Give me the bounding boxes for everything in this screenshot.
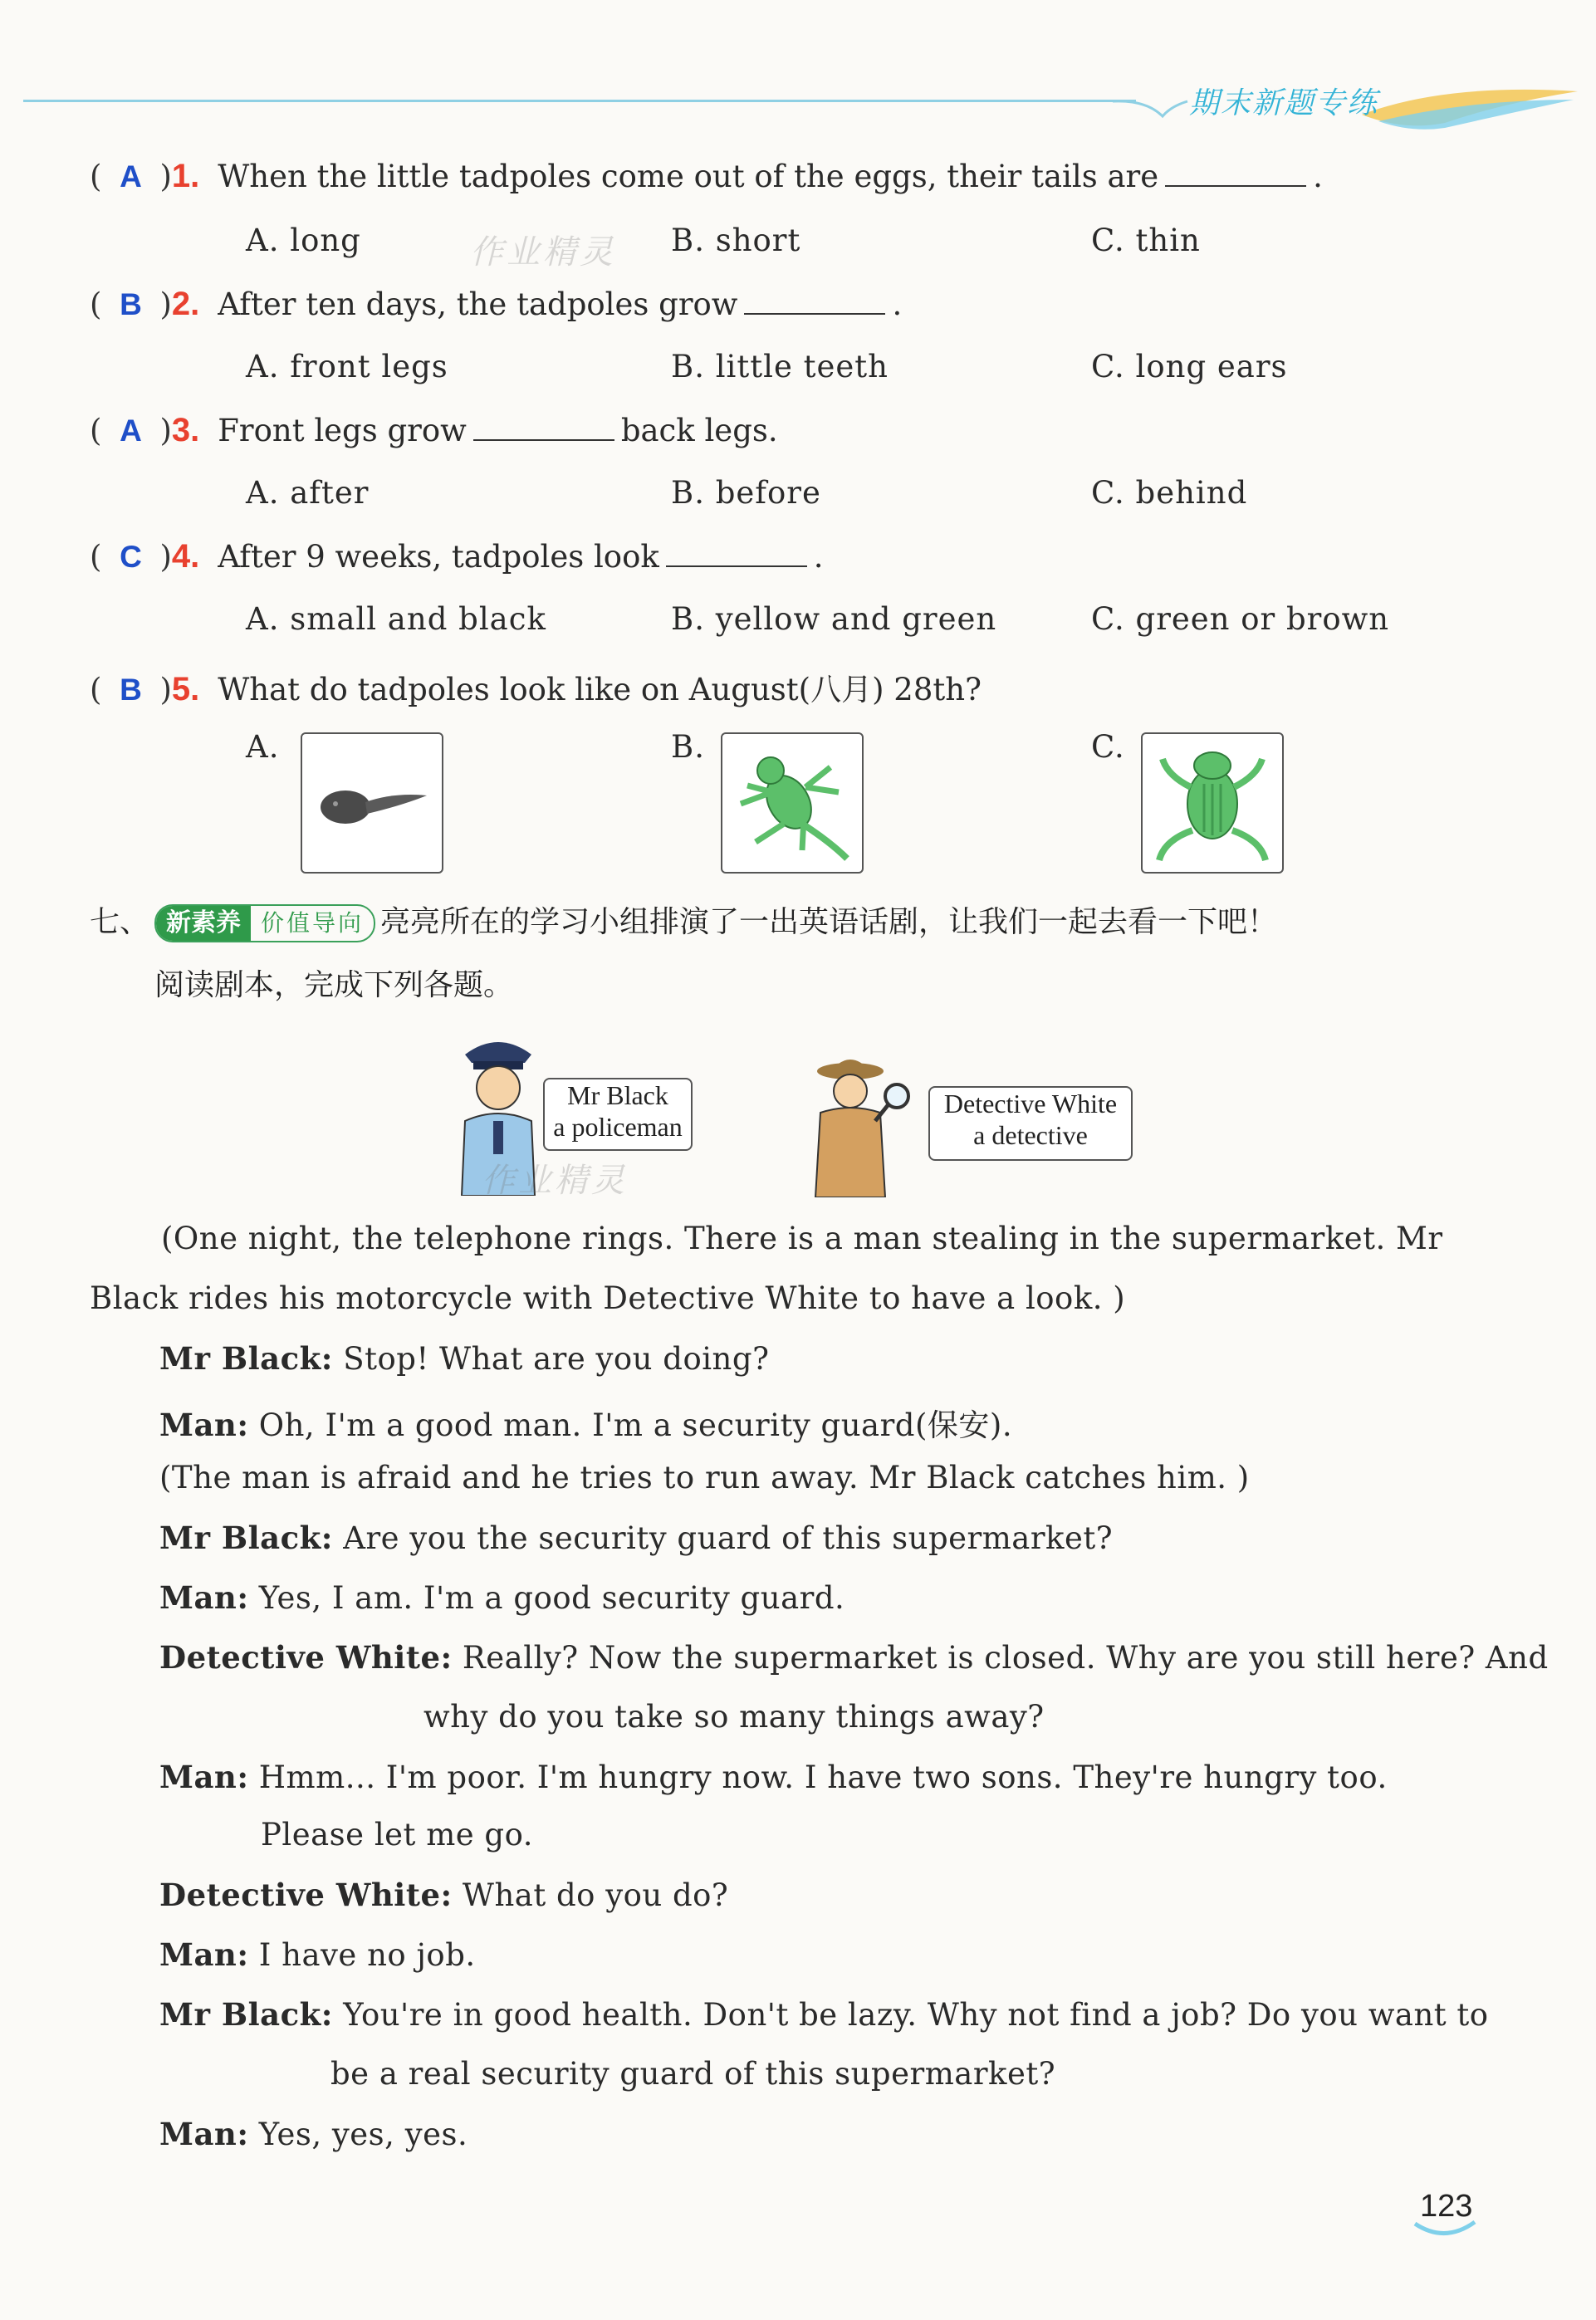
narration-2: (The man is afraid and he tries to run away. Mr Black catches him. ) — [159, 1460, 1250, 1495]
header-title: 期末新题专练 — [1189, 86, 1379, 120]
question-4: ( C )4. After 9 weeks, tadpoles look . — [90, 538, 824, 575]
dialogue-line-9: Mr Black: You're in good health. Don't be lazy. Why not find a job? Do you want to — [159, 1996, 1489, 2033]
question-number-2: 2. — [171, 286, 200, 322]
option-2b: B. little teeth — [671, 349, 889, 384]
option-4c: C. green or brown — [1091, 601, 1390, 637]
section-7-intro: 亮亮所在的学习小组排演了一出英语话剧，让我们一起去看一下吧！ — [380, 905, 1278, 939]
section-7-heading: 七、 新素养 价值导向 亮亮所在的学习小组排演了一出英语话剧，让我们一起去看一下吧！ — [90, 898, 1277, 942]
question-stem-3: Front legs grow — [218, 413, 467, 448]
dialogue-line-9-cont: be a real security guard of this supermarket? — [330, 2056, 1056, 2092]
option-1c: C. thin — [1091, 223, 1201, 258]
dialogue-line-6: Man: Hmm... I'm poor. I'm hungry now. I have two sons. They're hungry too. — [159, 1759, 1388, 1795]
frog-icon — [1143, 734, 1282, 872]
watermark-2: 作业精灵 — [482, 1162, 628, 1200]
narration-1a: (One night, the telephone rings. There is a man stealing in the supermarket. Mr — [161, 1221, 1443, 1256]
dialogue-line-10: Man: Yes, yes, yes. — [159, 2116, 468, 2152]
header-rule — [23, 100, 1136, 102]
option-5a-label: A. — [246, 729, 280, 765]
question-3: ( A )3. Front legs grow back legs. — [90, 412, 778, 448]
option-4b: B. yellow and green — [671, 601, 997, 637]
dialogue-line-5-cont: why do you take so many things away? — [423, 1699, 1045, 1735]
dialogue-line-3: Mr Black: Are you the security guard of this supermarket? — [159, 1520, 1114, 1556]
dialogue-line-8: Man: I have no job. — [159, 1936, 476, 1973]
question-stem-5: What do tadpoles look like on August(八月) 28th? — [218, 672, 982, 707]
character-label-detective-white: Detective White a detective — [928, 1086, 1133, 1161]
question-stem-4: After 9 weeks, tadpoles look — [218, 539, 659, 575]
narration-1b: Black rides his motorcycle with Detective White to have a look. ) — [90, 1280, 1126, 1316]
question-number-1: 1. — [171, 158, 200, 194]
question-2: ( B )2. After ten days, the tadpoles grow . — [90, 286, 903, 322]
answer-3: A — [120, 414, 142, 448]
answer-1: A — [120, 159, 142, 193]
question-number-5: 5. — [171, 671, 200, 707]
question-stem-1: When the little tadpoles come out of the eggs, their tails are — [218, 159, 1159, 194]
dialogue-line-5: Detective White: Really? Now the supermarket is closed. Why are you still here? And — [159, 1639, 1549, 1676]
option-2c: C. long ears — [1091, 349, 1288, 384]
option-3a: A. after — [246, 475, 370, 511]
frog-image — [1141, 732, 1284, 874]
answer-2: B — [120, 287, 142, 321]
answer-4: C — [120, 540, 142, 574]
dialogue-line-4: Man: Yes, I am. I'm a good security guard. — [159, 1579, 845, 1616]
watermark: 作业精灵 — [470, 233, 616, 272]
option-2a: A. front legs — [246, 349, 448, 384]
answer-blank-1 — [1165, 160, 1306, 187]
page-number-swoosh-icon — [1412, 2219, 1478, 2244]
new-literacy-badge: 新素养 价值导向 — [154, 904, 375, 942]
option-1a: A. long — [246, 223, 361, 258]
question-stem-2: After ten days, the tadpoles grow — [218, 286, 738, 322]
option-3b: B. before — [671, 475, 821, 511]
question-number-4: 4. — [171, 538, 200, 575]
page-number: 123 — [1420, 2189, 1473, 2224]
option-1b: B. short — [671, 223, 801, 258]
answer-blank-4 — [666, 541, 807, 567]
option-5b-label: B. — [671, 729, 705, 765]
dialogue-line-7: Detective White: What do you do? — [159, 1877, 729, 1913]
option-3c: C. behind — [1091, 475, 1248, 511]
dialogue-line-6-cont: Please let me go. — [261, 1817, 534, 1853]
question-number-3: 3. — [171, 412, 200, 448]
section-7-instruction: 阅读剧本，完成下列各题。 — [154, 968, 514, 1002]
question-5: ( B )5. What do tadpoles look like on August(八月) 28th? — [90, 671, 982, 707]
young-frog-image — [721, 732, 864, 874]
dialogue-line-1: Mr Black: Stop! What are you doing? — [159, 1340, 770, 1377]
character-label-mr-black: Mr Black a policeman — [543, 1078, 693, 1151]
answer-blank-3 — [473, 414, 614, 441]
answer-5: B — [120, 673, 142, 707]
detective-icon — [804, 1053, 920, 1197]
dialogue-line-2: Man: Oh, I'm a good man. I'm a security guard(保安). — [159, 1407, 1013, 1443]
tadpole-image — [301, 732, 443, 874]
young-frog-icon — [722, 734, 862, 872]
answer-blank-2 — [744, 288, 885, 315]
option-5c-label: C. — [1091, 729, 1125, 765]
question-1: ( A )1. When the little tadpoles come out of the eggs, their tails are . — [90, 158, 1323, 194]
option-4a: A. small and black — [246, 601, 546, 637]
tadpole-icon — [302, 734, 442, 872]
